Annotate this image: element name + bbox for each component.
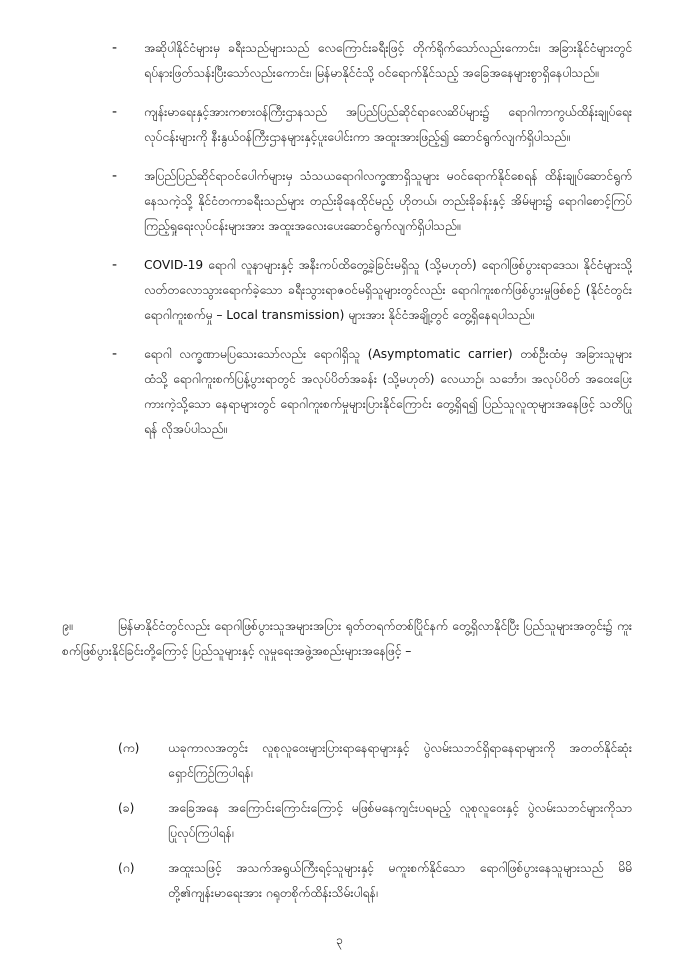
numbered-paragraph: [62, 614, 632, 664]
bullet-text: COVID-19 ရောဂါ လူနာများနှင့် အနီးကပ်ထိတွေ့ခဲ့ခြင်းမရှိသူ (သို့မဟုတ်) ရောဂါဖြစ်ပွားရာဒေသ၊ နိုင်ငံများသို့ လတ်တလောသွားရောက်ခဲ့သော ခရီးသွားရာဇဝင်မရှိသူများတွင်လည်း ရောဂါကူးစက်ဖြစ်ပွားမှုဖြစ်စဉ် (နိုင်ငံတွင်းရောဂါကူးစက်မှု – Local transmission) များအား နိုင်ငံအချို့တွင် တွေ့ရှိနေရပါသည်။: [144, 258, 632, 322]
bullet-item: [112, 100, 632, 150]
bullet-text: ကျန်းမာရေးနှင့်အားကစားဝန်ကြီးဌာနသည် အပြည်ပြည်ဆိုင်ရာလေဆိပ်များ၌ ရောဂါကာကွယ်ထိန်းချုပ်ရေးလုပ်ငန်းများကို နီးနွယ်ဝန်ကြီးဌာနများနှင့်ပူးပေါင်းကာ အထူးအားဖြည့်၍ ဆောင်ရွက်လျက်ရှိပါသည်။: [144, 105, 632, 144]
sub-item-label: (ဂ): [118, 861, 135, 875]
bullet-item: [112, 342, 632, 442]
sub-item-label: (ခ): [118, 801, 135, 815]
sub-item-list: [118, 736, 632, 916]
bullet-text: ရောဂါ လက္ခဏာမပြသေးသော်လည်း ရောဂါရှိသူ (Asymptomatic carrier) တစ်ဦးထံမှ အခြားသူများထံသို့ ရောဂါကူးစက်ပြန့်ပွားရာတွင် အလုပ်ပိတ်အခန်း (သို့မဟုတ်) လေယာဉ်၊ သင်္ဘော၊ အလုပ်ပိတ် အဝေးပြေးကားကဲ့သို့သော နေရာများတွင် ရောဂါကူးစက်မှုများပြားနိုင်ကြောင်း တွေ့ရှိရ၍ ပြည်သူလူထုများအနေဖြင့် သတိပြုရန် လိုအပ်ပါသည်။: [144, 347, 632, 436]
bullet-list: [112, 36, 632, 456]
bullet-marker: -: [112, 168, 118, 184]
sub-item-text: အထူးသဖြင့် အသက်အရွယ်ကြီးရင့်သူများနှင့် မကူးစက်နိုင်သော ရောဂါဖြစ်ပွားနေသူများသည် မိမိတို့၏ကျန်းမာရေးအား ဂရုတစိုက်ထိန်းသိမ်းပါရန်၊: [168, 861, 632, 900]
sub-item: [118, 796, 632, 846]
bullet-text: အပြည်ပြည်ဆိုင်ရာဝင်ပေါက်များမှ သံသယရောဂါလက္ခဏာရှိသူများ မဝင်ရောက်နိုင်စေရန် ထိန်းချုပ်ဆောင်ရွက်နေသကဲ့သို့ နိုင်ငံတကာခရီးသည်များ တည်းခိုနေထိုင်မည့် ဟိုတယ်၊ တည်းခိုခန်းနှင့် အိမ်များ၌ ရောဂါစောင့်ကြပ်ကြည့်ရှုရေးလုပ်ငန်းများအား အထူးအလေးပေးဆောင်ရွက်လျက်ရှိပါသည်။: [144, 169, 632, 233]
sub-item: [118, 736, 632, 786]
sub-item: [118, 856, 632, 906]
bullet-item: [112, 253, 632, 328]
paragraph-number: ၉။: [62, 619, 73, 633]
bullet-marker: -: [112, 346, 118, 362]
sub-item-label: (က): [118, 741, 140, 755]
sub-item-text: ယခုကာလအတွင်း လူစုလူဝေးများပြားရာနေရာများနှင့် ပွဲလမ်းသဘင်ရှိရာနေရာများကို အတတ်နိုင်ဆုံးရှောင်ကြဉ်ကြပါရန်၊: [168, 741, 632, 780]
bullet-item: [112, 164, 632, 239]
bullet-marker: -: [112, 40, 118, 56]
bullet-item: [112, 36, 632, 86]
sub-item-text: အခြေအနေ အကြောင်းကြောင်းကြောင့် မဖြစ်မနေကျင်းပရမည့် လူစုလူဝေးနှင့် ပွဲလမ်းသဘင်များကိုသာ ပြုလုပ်ကြပါရန်၊: [168, 801, 632, 840]
paragraph-text: မြန်မာနိုင်ငံတွင်လည်း ရောဂါဖြစ်ပွားသူအများအပြား ရုတ်တရက်တစ်ပြိုင်နက် တွေ့ရှိလာနိုင်ပြီး ပြည်သူများအတွင်း၌ ကူးစက်ဖြစ်ပွားနိုင်ခြင်းတို့ကြောင့် ပြည်သူများနှင့် လူမှုရေးအဖွဲ့အစည်းများအနေဖြင့် –: [62, 619, 632, 658]
bullet-marker: -: [112, 104, 118, 120]
page-number: ၃: [336, 933, 343, 947]
bullet-marker: -: [112, 257, 118, 273]
bullet-text: အဆိုပါနိုင်ငံများမှ ခရီးသည်များသည် လေကြောင်းခရီးဖြင့် တိုက်ရိုက်သော်လည်းကောင်း၊ အခြားနိုင်ငံများတွင် ရပ်နားဖြတ်သန်းပြီးသော်လည်းကောင်း၊ မြန်မာနိုင်ငံသို့ ဝင်ရောက်နိုင်သည့် အခြေအနေများစွာရှိနေပါသည်။: [144, 41, 632, 80]
